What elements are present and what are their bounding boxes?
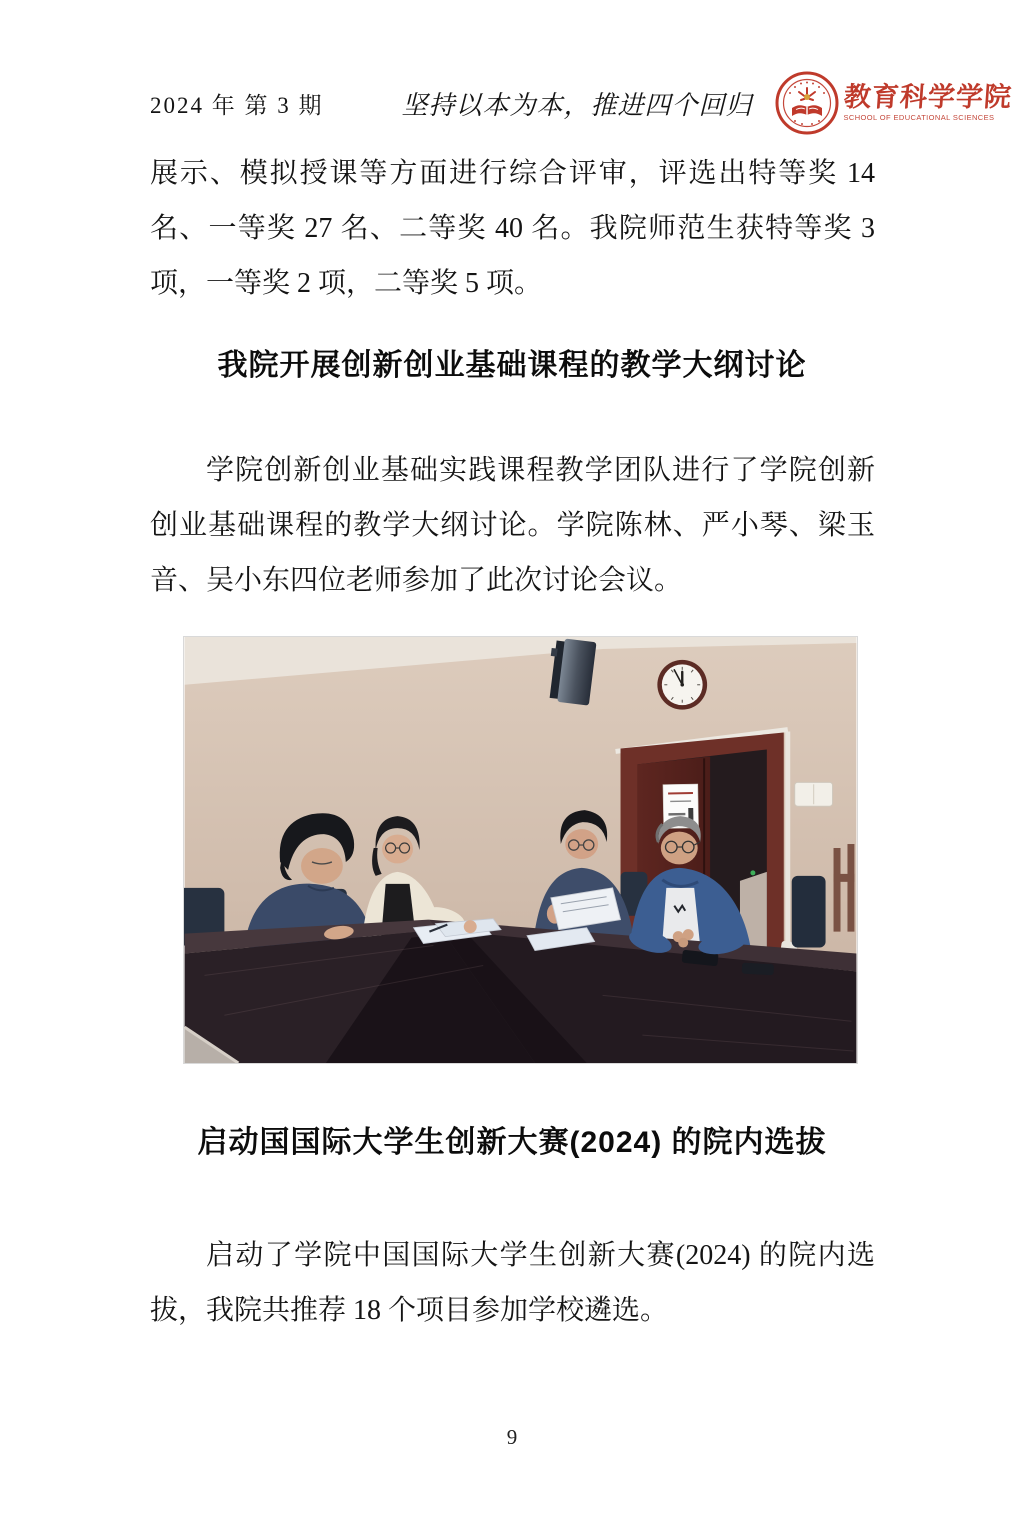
body-paragraph-competition: 启动了学院中国国际大学生创新大赛(2024) 的院内选拔，我院共推荐 18 个项目参加学校遴选。 xyxy=(150,1228,875,1338)
page-number: 9 xyxy=(0,1425,1024,1450)
school-seal-icon xyxy=(775,71,839,135)
header-slogan: 坚持以本为本，推进四个回归 xyxy=(402,85,753,122)
issue-label: 2024 年 第 3 期 xyxy=(150,87,324,120)
section-title-innovation-competition: 启动国国际大学生创新大赛(2024) 的院内选拔 xyxy=(0,1122,1024,1164)
school-name-cn: 教育科学学院 xyxy=(843,84,1013,111)
school-name-en: SCHOOL OF EDUCATIONAL SCIENCES xyxy=(844,114,1012,122)
section-title-syllabus-discussion: 我院开展创新创业基础课程的教学大纲讨论 xyxy=(0,345,1024,387)
light-switch xyxy=(795,782,833,806)
body-paragraph-discussion: 学院创新创业基础实践课程教学团队进行了学院创新创业基础课程的教学大纲讨论。学院陈林、严小琴、梁玉音、吴小东四位老师参加了此次讨论会议。 xyxy=(150,443,875,608)
meeting-photo xyxy=(183,636,858,1064)
page-header xyxy=(150,70,912,136)
school-logo xyxy=(775,71,1012,135)
wall-clock xyxy=(657,660,707,710)
body-paragraph-awards: 展示、模拟授课等方面进行综合评审，评选出特等奖 14 名、一等奖 27 名、二等奖 40 名。我院师范生获特等奖 3 项，一等奖 2 项，二等奖 5 项。 xyxy=(150,146,875,311)
